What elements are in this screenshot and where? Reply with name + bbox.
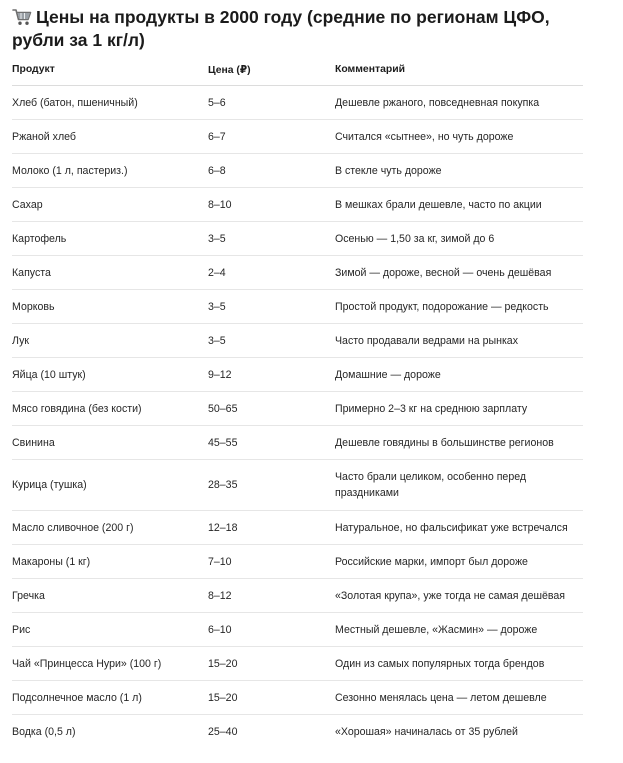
cell-price: 9–12 [208,358,335,392]
cell-product: Курица (тушка) [12,460,208,511]
table-row [12,324,583,358]
cell-comment: Часто брали целиком, особенно перед праздниками [335,460,583,511]
cell-price: 8–10 [208,188,335,222]
cell-price: 6–8 [208,154,335,188]
cell-product: Макароны (1 кг) [12,545,208,579]
cell-comment: Осенью — 1,50 за кг, зимой до 6 [335,222,583,256]
cell-product: Картофель [12,222,208,256]
cell-comment: «Золотая крупа», уже тогда не самая дешёвая [335,579,583,613]
cell-product: Сахар [12,188,208,222]
table-row [12,613,583,647]
table-row [12,460,583,511]
cell-price: 12–18 [208,511,335,545]
cell-product: Подсолнечное масло (1 л) [12,681,208,715]
cell-comment: Примерно 2–3 кг на среднюю зарплату [335,392,583,426]
cell-comment: Натуральное, но фальсификат уже встречался [335,511,583,545]
cell-product: Молоко (1 л, пастериз.) [12,154,208,188]
title-text: Цены на продукты в 2000 году (средние по регионам ЦФО, рубли за 1 кг/л) [12,7,550,50]
cell-product: Масло сливочное (200 г) [12,511,208,545]
cell-product: Свинина [12,426,208,460]
table-row [12,511,583,545]
table-row [12,579,583,613]
cell-product: Водка (0,5 л) [12,725,76,738]
cell-product: Капуста [12,256,208,290]
table-row [12,222,583,256]
table-row [12,681,583,715]
cell-comment: Простой продукт, подорожание — редкость [335,290,583,324]
table-row [12,154,583,188]
cell-price: 28–35 [208,460,335,511]
table-row [12,647,583,681]
table-row [12,188,583,222]
cell-comment: Российские марки, импорт был дороже [335,545,583,579]
cell-product: Хлеб (батон, пшеничный) [12,86,208,120]
column-header-comment: Комментарий [335,54,583,86]
cell-price: 3–5 [208,290,335,324]
cell-comment: Сезонно менялась цена — летом дешевле [335,681,583,715]
cell-price: 2–4 [208,256,335,290]
table-header-row [12,54,583,86]
cell-price: 3–5 [208,324,335,358]
table-row [12,358,583,392]
page-title [12,6,602,52]
cell-comment: Часто продавали ведрами на рынках [335,324,583,358]
cell-price: 6–10 [208,613,335,647]
cell-price: 25–40 [208,725,238,738]
cell-comment: Дешевле говядины в большинстве регионов [335,426,583,460]
cell-comment: Считался «сытнее», но чуть дороже [335,120,583,154]
cell-price: 15–20 [208,647,335,681]
cell-comment: В стекле чуть дороже [335,154,583,188]
cell-price: 3–5 [208,222,335,256]
table-row [12,392,583,426]
cell-product: Лук [12,324,208,358]
cell-price: 45–55 [208,426,335,460]
cell-product: Морковь [12,290,208,324]
cell-price: 7–10 [208,545,335,579]
cell-comment: Местный дешевле, «Жасмин» — дороже [335,613,583,647]
cell-product: Ржаной хлеб [12,120,208,154]
cell-product: Яйца (10 штук) [12,358,208,392]
table-row [12,715,583,749]
cell-price: 8–12 [208,579,335,613]
cell-comment: Один из самых популярных тогда брендов [335,647,583,681]
table-row [12,545,583,579]
cell-comment: Дешевле ржаного, повседневная покупка [335,86,583,120]
column-header-product: Продукт [12,54,208,86]
table-row [12,290,583,324]
table-row [12,120,583,154]
cell-product: Гречка [12,579,208,613]
cell-price: 6–7 [208,120,335,154]
cell-product: Рис [12,613,208,647]
cell-product: Чай «Принцесса Нури» (100 г) [12,647,208,681]
shopping-cart-icon [12,8,32,26]
cell-price: 50–65 [208,392,335,426]
prices-table [12,54,583,748]
cell-comment: Домашние — дороже [335,358,583,392]
cell-price: 15–20 [208,681,335,715]
cell-comment: «Хорошая» начиналась от 35 рублей [335,725,518,738]
table-row [12,86,583,120]
cell-product: Мясо говядина (без кости) [12,392,208,426]
table-row [12,426,583,460]
cell-comment: В мешках брали дешевле, часто по акции [335,188,583,222]
column-header-price: Цена (₽) [208,54,335,86]
table-row [12,256,583,290]
cell-comment: Зимой — дороже, весной — очень дешёвая [335,256,583,290]
cell-price: 5–6 [208,86,335,120]
